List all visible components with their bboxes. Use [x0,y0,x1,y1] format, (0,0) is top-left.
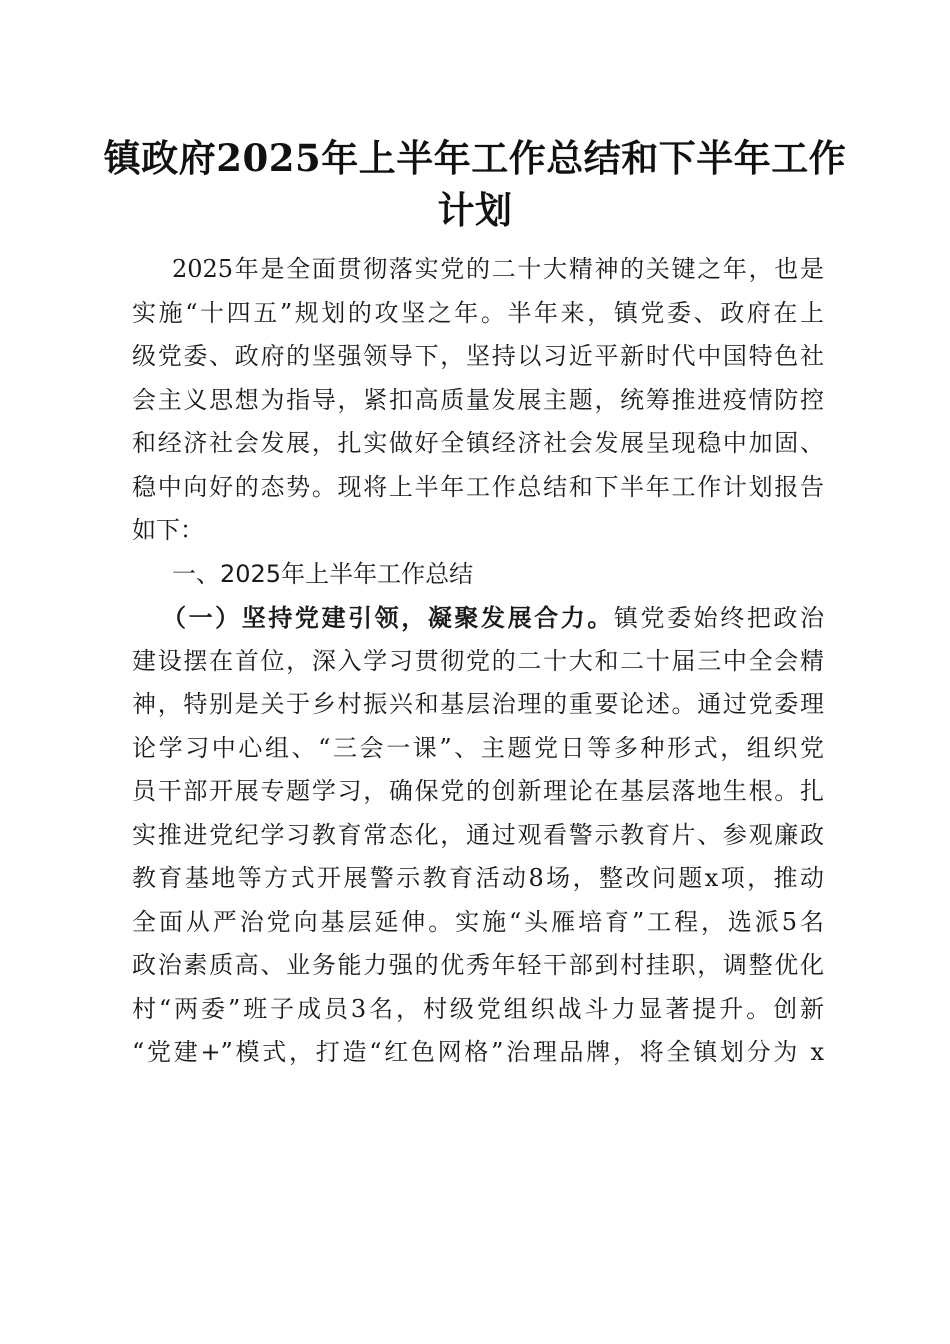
intro-line: 如下： [132,516,204,544]
section-heading: 一、2025年上半年工作总结 [172,559,474,588]
subsection-line: 村“两委”班子成员3名，村级党组织战斗力显著提升。创新 [132,994,824,1023]
subsection-line: 建设摆在首位，深入学习贯彻党的二十大和二十届三中全会精 [132,646,824,675]
intro-line: 级党委、政府的坚强领导下，坚持以习近平新时代中国特色社 [132,342,824,370]
intro-line: 2025年是全面贯彻落实党的二十大精神的关键之年，也是 [172,255,824,283]
title-line-1: 镇政府2025年上半年工作总结和下半年工作 [103,136,847,180]
intro-line: 实施“十四五”规划的攻坚之年。半年来，镇党委、政府在上 [132,298,824,327]
title-line-2: 计划 [437,188,513,232]
subsection-first-line-rest: 镇党委始终把政治 [613,604,825,632]
document-title [100,132,850,236]
subsection-line: 论学习中心组、“三会一课”、主题党日等多种形式，组织党 [132,733,824,762]
document-body [132,248,824,1075]
subsection-line: 员干部开展专题学习，确保党的创新理论在基层落地生根。扎 [132,777,824,805]
subsection-line: 教育基地等方式开展警示教育活动8场，整改问题x项，推动 [132,864,824,892]
subsection-lead: （一）坚持党建引领，凝聚发展合力。 [162,603,614,632]
intro-line: 稳中向好的态势。现将上半年工作总结和下半年工作计划报告 [132,472,824,501]
subsection-line: 全面从严治党向基层延伸。实施“头雁培育”工程，选派5名 [132,907,824,936]
subsection-first-line [132,596,824,640]
subsection-line: 实推进党纪学习教育常态化，通过观看警示教育片、参观廉政 [132,820,824,849]
subsection-line: 神，特别是关于乡村振兴和基层治理的重要论述。通过党委理 [132,690,824,718]
intro-line: 会主义思想为指导，紧扣高质量发展主题，统筹推进疫情防控 [132,385,824,414]
subsection-line: 政治素质高、业务能力强的优秀年轻干部到村挂职，调整优化 [132,951,824,979]
subsection-line: “党建+”模式，打造“红色网格”治理品牌，将全镇划分为 x [132,1038,824,1066]
intro-line: 和经济社会发展，扎实做好全镇经济社会发展呈现稳中加固、 [132,429,824,457]
